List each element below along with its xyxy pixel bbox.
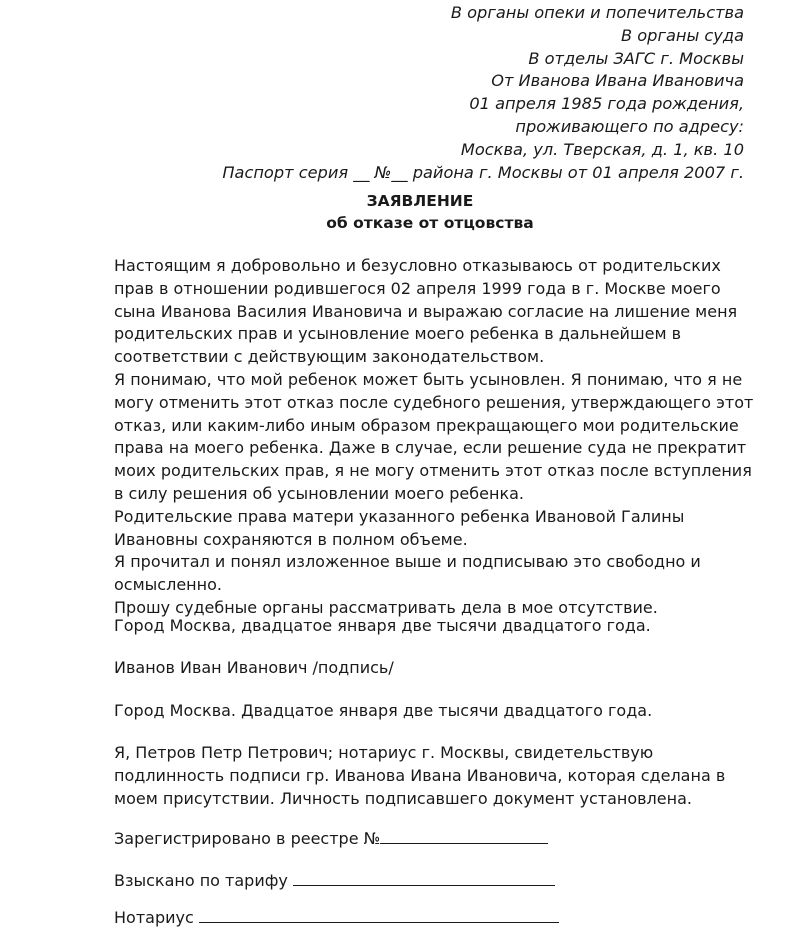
title-subtitle: об отказе от отцовства	[326, 214, 534, 232]
p2-line: в силу решения об усыновлении моего ребенка.	[114, 483, 524, 503]
tariff-line	[114, 870, 754, 893]
notary-line: Я, Петров Петр Петрович; нотариус г. Москвы, свидетельствую	[114, 743, 654, 762]
p3-line: Ивановны сохраняются в полном объеме.	[114, 529, 468, 549]
registry-line	[114, 828, 754, 851]
notary-sign-label: Нотариус	[114, 908, 199, 927]
notary-line: подлинность подписи гр. Иванова Ивана Ивановича, которая сделана в	[114, 765, 726, 785]
header-line-address-label: проживающего по адресу:	[515, 116, 744, 136]
notary-sign-line	[114, 907, 754, 930]
p2-line: могу отменить этот отказ после судебного решения, утверждающего этот	[114, 392, 754, 412]
addressee-header	[222, 2, 744, 184]
tariff-label: Взыскано по тарифу	[114, 871, 293, 890]
p1-line: Настоящим я добровольно и безусловно отказываюсь от родительских	[114, 256, 721, 275]
notary-line: моем присутствии. Личность подписавшего документ установлена.	[114, 788, 692, 808]
main-text	[114, 255, 754, 620]
city-date-2: Город Москва. Двадцатое января две тысячи двадцатого года.	[114, 701, 653, 720]
p1-line: прав в отношении родившегося 02 апреля 1999 года в г. Москве моего	[114, 278, 721, 298]
paragraph-1	[114, 255, 754, 369]
p4-line: Я прочитал и понял изложенное выше и подписываю это свободно и	[114, 552, 701, 572]
city-date-1: Город Москва, двадцатое января две тысячи двадцатого года.	[114, 616, 651, 635]
tariff-blank	[293, 870, 555, 886]
p2-line: Я понимаю, что мой ребенок может быть усыновлен. Я понимаю, что я не	[114, 369, 743, 389]
header-line-address: Москва, ул. Тверская, д. 1, кв. 10	[460, 139, 744, 159]
paragraph-4	[114, 551, 754, 597]
p2-line: отказ, или каким-либо иным образом прекращающего мои родительские	[114, 415, 739, 435]
registry-label: Зарегистрировано в реестре №	[114, 829, 381, 848]
notary-sign-blank	[199, 907, 559, 923]
paragraph-5: Прошу судебные органы рассматривать дела в мое отсутствие.	[114, 597, 658, 617]
header-line-passport: Паспорт серия __ №__ района г. Москвы от 01 апреля 2007 г.	[222, 162, 744, 182]
p4-line: осмысленно.	[114, 575, 222, 595]
title-main: ЗАЯВЛЕНИЕ	[366, 192, 474, 210]
header-line-birth: 01 апреля 1985 года рождения,	[469, 94, 744, 114]
p1-line: сына Иванова Василия Ивановича и выражаю согласие на лишение меня	[114, 301, 738, 321]
p3-line: Родительские права матери указанного ребенка Ивановой Галины	[114, 506, 685, 526]
signature-line: Иванов Иван Иванович /подпись/	[114, 658, 394, 677]
paragraph-2	[114, 369, 754, 506]
header-line-opeka: В органы опеки и попечительства	[450, 3, 744, 22]
paragraph-3	[114, 506, 754, 552]
header-line-zags: В отделы ЗАГС г. Москвы	[528, 48, 744, 68]
notary-certification	[114, 742, 754, 810]
header-line-sud: В органы суда	[621, 25, 744, 45]
registry-blank	[380, 828, 548, 844]
header-line-from: От Иванова Ивана Ивановича	[491, 71, 744, 91]
p2-line: права на моего ребенка. Даже в случае, если решение суда не прекратит	[114, 438, 747, 458]
p1-line: родительских прав и усыновление моего ребенка в дальнейшем в	[114, 324, 682, 344]
document-title	[0, 190, 800, 234]
p2-line: моих родительских прав, я не могу отменить этот отказ после вступления	[114, 461, 752, 481]
p1-line: соответствии с действующим законодательством.	[114, 347, 545, 367]
